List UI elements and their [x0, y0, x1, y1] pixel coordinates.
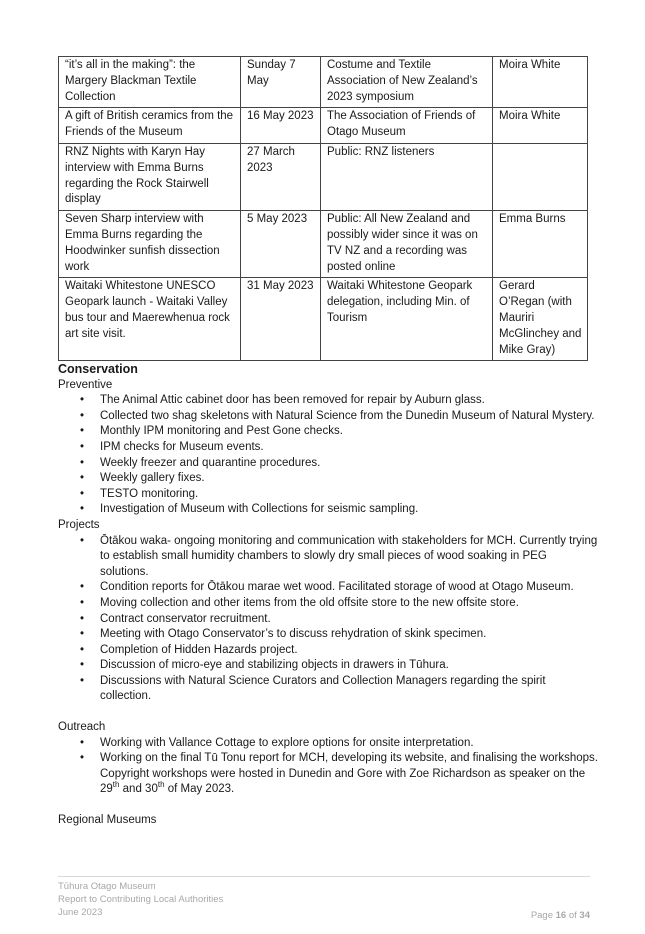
- projects-list: [58, 534, 598, 706]
- bullet-icon: •: [80, 612, 85, 625]
- table-cell: Gerard O’Regan (with Mauriri McGlinchey and Mike Gray): [493, 278, 588, 361]
- list-item: • Meeting with Otago Conservator’s to discuss rehydration of skink specimen.: [58, 627, 598, 643]
- list-item: • Ōtākou waka- ongoing monitoring and communication with stakeholders for MCH. Currently trying to establish small humidity chambers to slowly dry small pieces of wood soaking in PEG solutions.: [80, 534, 598, 578]
- list-item: • Monthly IPM monitoring and Pest Gone checks.: [58, 424, 598, 440]
- preventive-label: Preventive: [58, 378, 113, 391]
- list-item: • TESTO monitoring.: [58, 487, 598, 503]
- events-table: [58, 56, 588, 361]
- bullet-icon: •: [80, 581, 85, 594]
- bullet-icon: •: [80, 409, 85, 422]
- conservation-heading: Conservation: [58, 362, 138, 376]
- bullet-icon: •: [80, 643, 85, 656]
- bullet-icon: •: [80, 596, 85, 609]
- list-item: • Weekly gallery fixes.: [58, 471, 598, 487]
- page-number: Page 16 of 34: [530, 910, 590, 921]
- footer-org: Tūhura Otago Museum: [58, 881, 156, 892]
- table-cell: Emma Burns: [493, 211, 588, 278]
- bullet-icon: •: [80, 628, 85, 641]
- regional-museums-label: Regional Museums: [58, 814, 157, 827]
- projects-label: Projects: [58, 518, 100, 531]
- table-row: [59, 278, 588, 361]
- list-item: • Collected two shag skeletons with Natural Science from the Dunedin Museum of Natural Mystery.: [58, 409, 598, 425]
- table-cell: Waitaki Whitestone Geopark delegation, including Min. of Tourism: [321, 278, 493, 361]
- list-item: • Working with Vallance Cottage to explore options for onsite interpretation.: [58, 736, 598, 752]
- bullet-icon: •: [80, 736, 85, 749]
- table-row: [59, 108, 588, 144]
- table-row: [59, 211, 588, 278]
- table-cell: RNZ Nights with Karyn Hay interview with Emma Burns regarding the Rock Stairwell display: [59, 143, 241, 210]
- preventive-list: [58, 393, 598, 518]
- footer-report: Report to Contributing Local Authorities: [58, 894, 224, 905]
- bullet-icon: •: [80, 674, 85, 687]
- table-cell: Seven Sharp interview with Emma Burns regarding the Hoodwinker sunfish dissection work: [59, 211, 241, 278]
- bullet-icon: •: [80, 440, 85, 453]
- table-cell: 31 May 2023: [241, 278, 321, 361]
- table-cell: Public: RNZ listeners: [321, 143, 493, 210]
- table-cell: A gift of British ceramics from the Friends of the Museum: [59, 108, 241, 144]
- outreach-list: [58, 736, 598, 798]
- bullet-icon: •: [80, 425, 85, 438]
- bullet-icon: •: [80, 394, 85, 407]
- table-cell: 5 May 2023: [241, 211, 321, 278]
- bullet-icon: •: [80, 456, 85, 469]
- list-item: • IPM checks for Museum events.: [58, 440, 598, 456]
- list-item: • The Animal Attic cabinet door has been removed for repair by Auburn glass.: [58, 393, 598, 409]
- page-footer: [58, 876, 590, 919]
- table-cell: Sunday 7 May: [241, 57, 321, 108]
- list-item: • Discussions with Natural Science Curators and Collection Managers regarding the spirit collection.: [80, 674, 546, 703]
- list-item: • Moving collection and other items from the old offsite store to the new offsite store.: [58, 596, 598, 612]
- table-cell: Costume and Textile Association of New Zealand’s 2023 symposium: [321, 57, 493, 108]
- table-cell: Moira White: [493, 108, 588, 144]
- list-item: • Working on the final Tū Tonu report for MCH, developing its website, and finalising the workshops. Copyright workshops were hosted in Dunedin and Gore with Zoe Richardson as speaker on the 29th and 30th of May 2023.: [80, 752, 598, 796]
- table-cell: The Association of Friends of Otago Museum: [321, 108, 493, 144]
- bullet-icon: •: [80, 752, 85, 765]
- bullet-icon: •: [80, 534, 85, 547]
- list-item: • Investigation of Museum with Collections for seismic sampling.: [58, 502, 598, 518]
- list-item: • Discussion of micro-eye and stabilizing objects in drawers in Tūhura.: [58, 658, 598, 674]
- table-cell: 16 May 2023: [241, 108, 321, 144]
- bullet-icon: •: [80, 472, 85, 485]
- bullet-icon: •: [80, 503, 85, 516]
- outreach-label: Outreach: [58, 721, 106, 734]
- list-item: • Completion of Hidden Hazards project.: [58, 643, 598, 659]
- list-item: • Contract conservator recruitment.: [58, 612, 598, 628]
- table-row: [59, 57, 588, 108]
- list-item: • Weekly freezer and quarantine procedures.: [58, 456, 598, 472]
- bullet-icon: •: [80, 659, 85, 672]
- table-cell: Waitaki Whitestone UNESCO Geopark launch - Waitaki Valley bus tour and Maerewhenua rock art site visit.: [59, 278, 241, 361]
- bullet-icon: •: [80, 487, 85, 500]
- table-cell: “it’s all in the making”: the Margery Blackman Textile Collection: [59, 57, 241, 108]
- table-cell: 27 March 2023: [241, 143, 321, 210]
- table-cell: Public: All New Zealand and possibly wider since it was on TV NZ and a recording was posted online: [321, 211, 493, 278]
- table-cell: Moira White: [493, 57, 588, 108]
- table-cell: [493, 143, 588, 210]
- table-row: [59, 143, 588, 210]
- conservation-section: [58, 362, 598, 829]
- footer-date: June 2023: [58, 907, 103, 918]
- list-item: • Condition reports for Ōtākou marae wet wood. Facilitated storage of wood at Otago Museum.: [58, 580, 598, 596]
